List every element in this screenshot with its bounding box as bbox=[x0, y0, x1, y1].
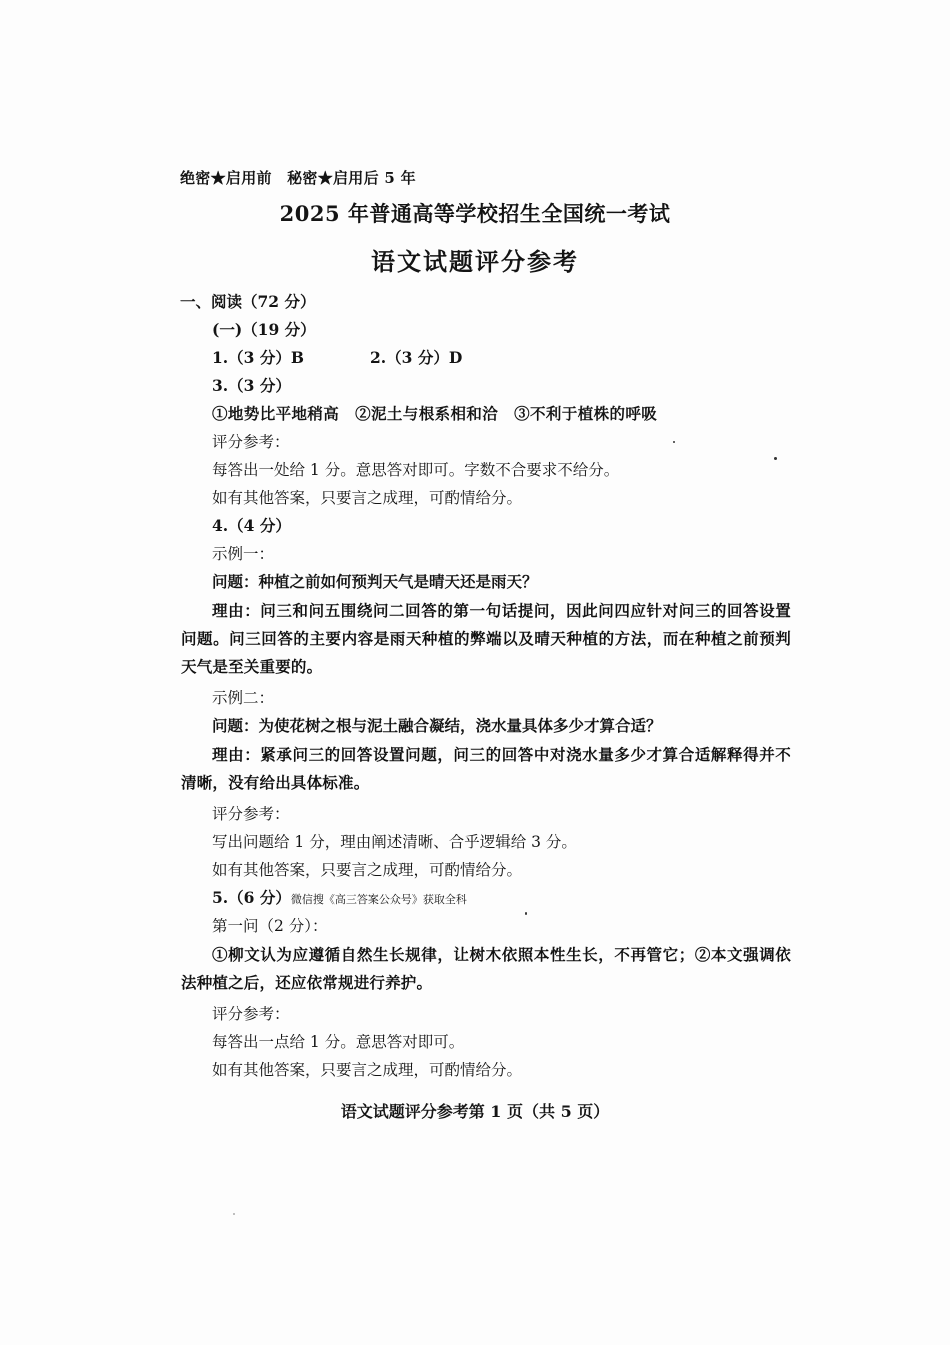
page-footer: 语文试题评分参考第 1 页（共 5 页） bbox=[340, 1102, 610, 1121]
q5-sub1-label: 第一问（2 分）： bbox=[212, 917, 328, 935]
document-title: 语文试题评分参考 bbox=[371, 247, 579, 276]
scan-speck bbox=[774, 457, 777, 460]
q4-example1-label: 示例一： bbox=[212, 545, 275, 563]
q4-example1-question: 问题：种植之前如何预判天气是晴天还是雨天？ bbox=[212, 572, 538, 591]
scan-speck bbox=[233, 1213, 235, 1215]
q3-scoring-other: 如有其他答案，只要言之成理，可酌情给分。 bbox=[212, 489, 523, 507]
q5-heading-text: 5.（6 分） bbox=[212, 888, 291, 907]
q3-heading: 3.（3 分） bbox=[212, 376, 291, 395]
q4-scoring-rule: 写出问题给 1 分，理由阐述清晰、合乎逻辑给 3 分。 bbox=[212, 833, 577, 851]
classification-label: 绝密★启用前 秘密★启用后 5 年 bbox=[180, 169, 416, 187]
q3-scoring-rule: 每答出一处给 1 分。意思答对即可。字数不合要求不给分。 bbox=[212, 461, 620, 479]
q4-scoring-label: 评分参考： bbox=[212, 805, 290, 823]
q4-example2-label: 示例二： bbox=[212, 689, 275, 707]
q5-scoring-rule: 每答出一点给 1 分。意思答对即可。 bbox=[212, 1033, 465, 1051]
scan-speck bbox=[673, 441, 675, 443]
answer-q2: 2.（3 分）D bbox=[370, 348, 463, 367]
q3-scoring-label: 评分参考： bbox=[212, 433, 290, 451]
q5-sub1-answer: ①柳文认为应遵循自然生长规律，让树木依照本性生长，不再管它；②本文强调依法种植之后，还应依常规进行养护。 bbox=[181, 945, 791, 992]
q3-answer: ①地势比平地稍高 ②泥土与根系相和洽 ③不利于植株的呼吸 bbox=[212, 404, 658, 423]
q4-example2-question: 问题：为使花树之根与泥土融合凝结，浇水量具体多少才算合适？ bbox=[212, 716, 662, 735]
q5-scoring-label: 评分参考： bbox=[212, 1005, 290, 1023]
section-heading-reading: 一、阅读（72 分） bbox=[180, 292, 316, 311]
q5-scoring-other: 如有其他答案，只要言之成理，可酌情给分。 bbox=[212, 1061, 523, 1079]
answer-q1: 1.（3 分）B bbox=[212, 348, 304, 367]
q4-example1-reason: 理由：问三和问五围绕问二回答的第一句话提问，因此问四应针对问三的回答设置问题。问三回答的主要内容是雨天种植的弊端以及晴天种植的方法，而在种植之前预判天气是至关重要的。 bbox=[181, 601, 791, 676]
q4-heading: 4.（4 分） bbox=[212, 516, 291, 535]
q5-heading bbox=[212, 888, 467, 910]
part1-heading: (一)（19 分） bbox=[212, 320, 316, 339]
q5-note: 微信搜《高三答案公众号》获取全科 bbox=[290, 893, 467, 906]
q4-example2-reason: 理由：紧承问三的回答设置问题，问三的回答中对浇水量多少才算合适解释得并不清晰，没有给出具体标准。 bbox=[181, 745, 791, 792]
scan-speck bbox=[525, 912, 527, 915]
exam-title: 2025 年普通高等学校招生全国统一考试 bbox=[279, 201, 671, 226]
q4-scoring-other: 如有其他答案，只要言之成理，可酌情给分。 bbox=[212, 861, 523, 879]
